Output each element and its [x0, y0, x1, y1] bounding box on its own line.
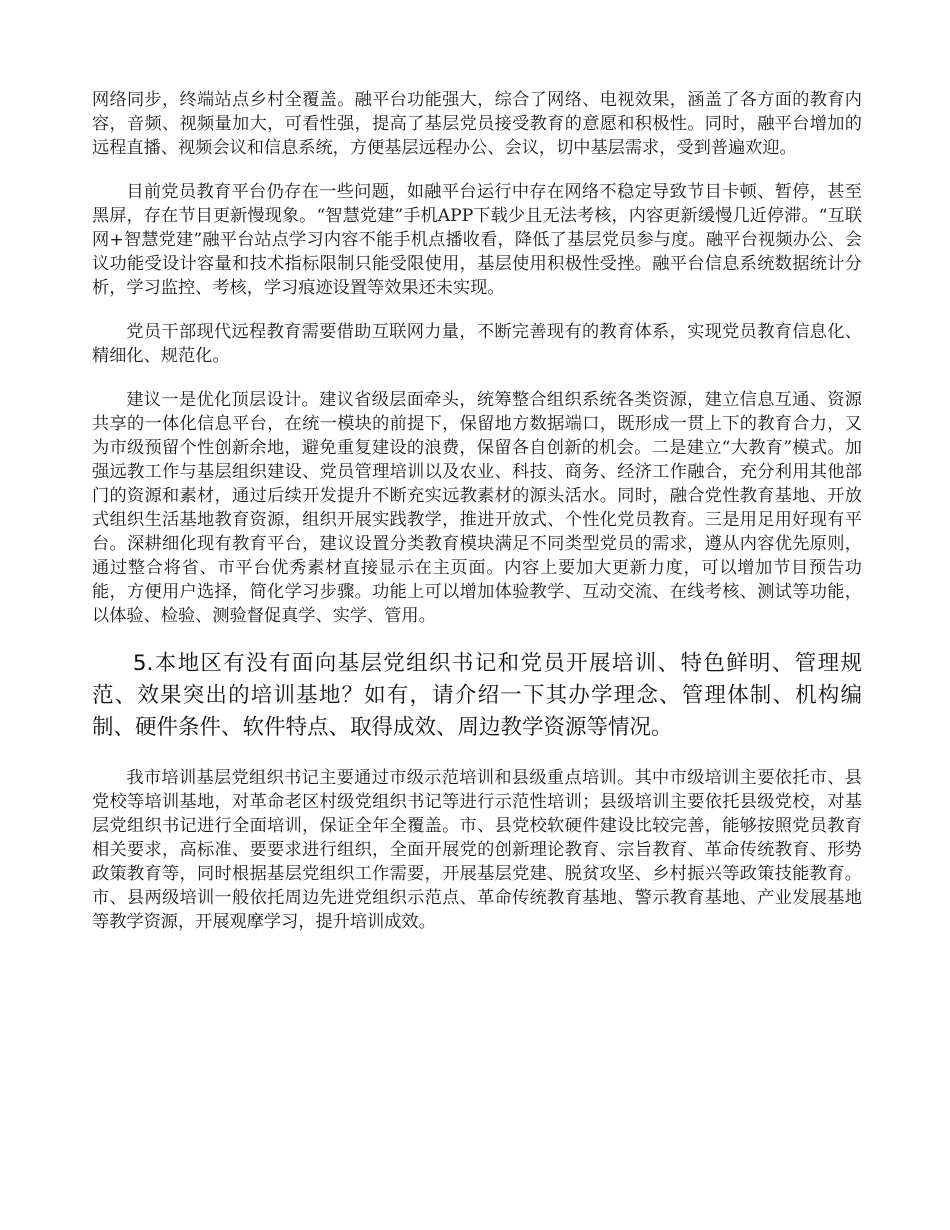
- document-page: [92, 88, 862, 954]
- paragraph-platform-problems: 目前党员教育平台仍存在一些问题，如融平台运行中存在网络不稳定导致节目卡顿、暂停，甚至黑屏，存在节目更新慢现象。“智慧党建”手机APP下载少且无法考核，内容更新缓慢几近停滞。“互联网+智慧党建”融平台站点学习内容不能手机点播收看，降低了基层党员参与度。融平台视频办公、会议功能受设计容量和技术指标限制只能受限使用，基层使用积极性受挫。融平台信息系统数据统计分析，学习监控、考核，学习痕迹设置等效果还未实现。: [92, 182, 862, 298]
- paragraph-suggestions: 建议一是优化顶层设计。建议省级层面牵头，统筹整合组织系统各类资源，建立信息互通、资源共享的一体化信息平台，在统一模块的前提下，保留地方数据端口，既形成一贯上下的教育合力，又为市级预留个性创新余地，避免重复建设的浪费，保留各自创新的机会。二是建立“大教育”模式。加强远教工作与基层组织建设、党员管理培训以及农业、科技、商务、经济工作融合，充分利用其他部门的资源和素材，通过后续开发提升不断充实远教素材的源头活水。同时，融合党性教育基地、开放式组织生活基地教育资源，组织开展实践教学，推进开放式、个性化党员教育。三是用足用好现有平台。深耕细化现有教育平台，建议设置分类教育模块满足不同类型党员的需求，遵从内容优先原则，通过整合将省、市平台优秀素材直接显示在主页面。内容上要加大更新力度，可以增加节目预告功能，方便用户选择，简化学习步骤。功能上可以增加体验教学、互动交流、在线考核、测试等功能，以体验、检验、测验督促真学、实学、管用。: [92, 390, 862, 626]
- paragraph-remote-education: 党员干部现代远程教育需要借助互联网力量，不断完善现有的教育体系，实现党员教育信息化、精细化、规范化。: [92, 322, 862, 366]
- section-heading-question-5: 5.本地区有没有面向基层党组织书记和党员开展培训、特色鲜明、管理规范、效果突出的培训基地？如有，请介绍一下其办学理念、管理体制、机构编制、硬件条件、软件特点、取得成效、周边教学资源等情况。: [92, 651, 862, 740]
- paragraph-training-base: 我市培训基层党组织书记主要通过市级示范培训和县级重点培训。其中市级培训主要依托市、县党校等培训基地，对革命老区村级党组织书记等进行示范性培训；县级培训主要依托县级党校，对基层党组织书记进行全面培训，保证全年全覆盖。市、县党校软硬件建设比较完善，能够按照党员教育相关要求，高标准、要要求进行组织，全面开展党的创新理论教育、宗旨教育、革命传统教育、形势政策教育等，同时根据基层党组织工作需要，开展基层党建、脱贫攻坚、乡村振兴等政策技能教育。市、县两级培训一般依托周边先进党组织示范点、革命传统教育基地、警示教育基地、产业发展基地等教学资源，开展观摩学习，提升培训成效。: [92, 768, 862, 932]
- paragraph-network-sync: 网络同步，终端站点乡村全覆盖。融平台功能强大，综合了网络、电视效果，涵盖了各方面的教育内容，音频、视频量加大，可看性强，提高了基层党员接受教育的意愿和积极性。同时，融平台增加的远程直播、视频会议和信息系统，方便基层远程办公、会议，切中基层需求，受到普遍欢迎。: [92, 90, 862, 158]
